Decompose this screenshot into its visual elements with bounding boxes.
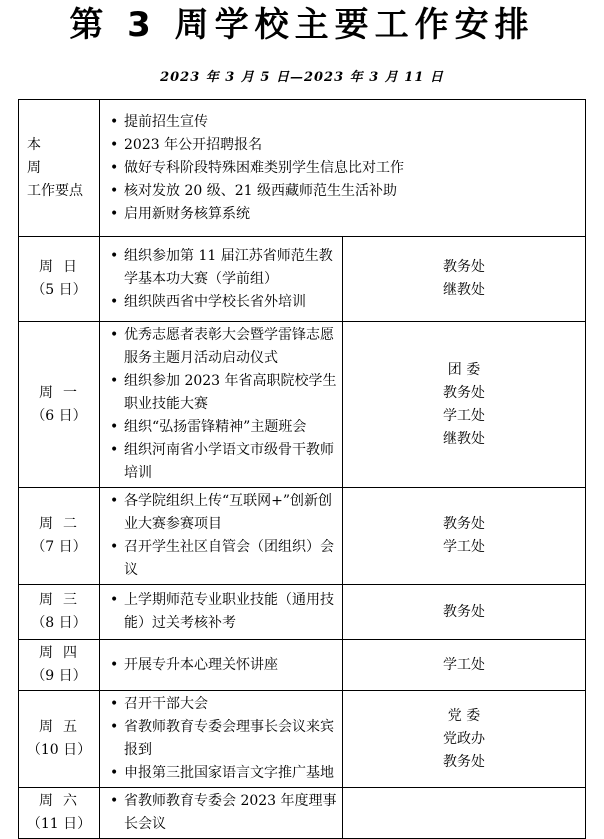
- list-item: • 启用新财务核算系统: [110, 203, 581, 226]
- day-items: [110, 324, 338, 485]
- day-items: [110, 490, 338, 582]
- day-items-cell: [100, 237, 343, 322]
- day-date: （5 日）: [31, 282, 87, 298]
- day-date: （11 日）: [26, 816, 92, 832]
- day-label-cell: [19, 585, 100, 640]
- day-label-cell: [19, 488, 100, 585]
- list-item: • 提前招生宣传: [110, 111, 581, 134]
- day-items: [110, 654, 338, 677]
- day-name: 周六: [39, 793, 87, 809]
- list-item: • 优秀志愿者表彰大会暨学雷锋志愿服务主题月活动启动仪式: [110, 324, 338, 370]
- day-row: [19, 585, 586, 640]
- department-name: 团 委: [447, 361, 481, 378]
- list-item: • 组织参加第 11 届江苏省师范生教学基本功大赛（学前组）: [110, 245, 338, 291]
- list-item: • 省教师教育专委会 2023 年度理事长会议: [110, 790, 338, 836]
- list-item: • 申报第三批国家语言文字推广基地: [110, 762, 338, 785]
- day-date: （9 日）: [31, 668, 87, 684]
- day-date: （8 日）: [31, 615, 87, 631]
- list-item: • 召开学生社区自管会（团组织）会议: [110, 536, 338, 582]
- department-name: 教务处: [443, 384, 485, 401]
- day-row: [19, 788, 586, 839]
- week-focus-items-cell: [100, 100, 586, 237]
- day-items: [110, 589, 338, 635]
- day-row: [19, 237, 586, 322]
- list-item: • 2023 年公开招聘报名: [110, 134, 581, 157]
- list-item: • 开展专升本心理关怀讲座: [110, 654, 338, 677]
- day-items-cell: [100, 488, 343, 585]
- department-name: 教务处: [443, 259, 485, 275]
- day-name: 周日: [39, 259, 87, 275]
- department-cell: [343, 691, 586, 788]
- list-item: • 组织河南省小学语文市级骨干教师培训: [110, 439, 338, 485]
- day-items: [110, 693, 338, 785]
- day-items-cell: [100, 322, 343, 488]
- day-label-cell: [19, 640, 100, 691]
- page-title: 第 3 周学校主要工作安排: [69, 5, 535, 45]
- day-date: （6 日）: [31, 407, 87, 424]
- list-item: • 做好专科阶段特殊困难类别学生信息比对工作: [110, 157, 581, 180]
- department-name: 教务处: [443, 753, 485, 770]
- department-name: 党 委: [447, 707, 481, 724]
- department-cell: [343, 237, 586, 322]
- list-item: • 组织陕西省中学校长省外培训: [110, 291, 338, 314]
- day-row: [19, 640, 586, 691]
- schedule-table: [18, 99, 586, 839]
- day-label-cell: [19, 237, 100, 322]
- day-row: [19, 488, 586, 585]
- department-name: 学工处: [443, 656, 485, 673]
- day-items-cell: [100, 585, 343, 640]
- department-name: 继教处: [443, 282, 485, 298]
- department-cell: [343, 488, 586, 585]
- day-label-cell: [19, 322, 100, 488]
- list-item: • 核对发放 20 级、21 级西藏师范生生活补助: [110, 180, 581, 203]
- department-name: 教务处: [443, 516, 485, 532]
- week-focus-label-line1: 本 周: [27, 136, 69, 176]
- week-focus-items: [110, 111, 581, 226]
- day-name: 周四: [39, 645, 87, 661]
- week-focus-label-line2: 工作要点: [27, 182, 83, 199]
- date-range: 2023 年 3 月 5 日—2023 年 3 月 11 日: [160, 70, 444, 85]
- day-date: （10 日）: [26, 742, 92, 758]
- day-items-cell: [100, 788, 343, 839]
- day-items: [110, 245, 338, 314]
- department-name: 继教处: [443, 430, 485, 447]
- day-row: [19, 691, 586, 788]
- day-items-cell: [100, 691, 343, 788]
- week-focus-label-cell: [19, 100, 100, 237]
- department-name: 学工处: [443, 539, 485, 555]
- department-cell: [343, 322, 586, 488]
- day-name: 周五: [39, 719, 87, 735]
- day-items-cell: [100, 640, 343, 691]
- day-row: [19, 322, 586, 488]
- department-cell: [343, 585, 586, 640]
- department-cell: [343, 788, 586, 839]
- department-name: 党政办: [443, 730, 485, 747]
- day-items: [110, 790, 338, 836]
- list-item: • 组织“弘扬雷锋精神”主题班会: [110, 416, 338, 439]
- list-item: • 各学院组织上传“互联网+”创新创业大赛参赛项目: [110, 490, 338, 536]
- week-focus-row: [19, 100, 586, 237]
- day-name: 周二: [39, 516, 87, 532]
- list-item: • 召开干部大会: [110, 693, 338, 716]
- department-cell: [343, 640, 586, 691]
- day-date: （7 日）: [31, 539, 87, 555]
- department-name: 学工处: [443, 407, 485, 424]
- day-name: 周三: [39, 592, 87, 608]
- list-item: • 上学期师范专业职业技能（通用技能）过关考核补考: [110, 589, 338, 635]
- day-name: 周一: [39, 384, 87, 401]
- day-label-cell: [19, 788, 100, 839]
- schedule-body: [19, 100, 586, 839]
- department-name: 教务处: [443, 603, 485, 620]
- list-item: • 组织参加 2023 年省高职院校学生职业技能大赛: [110, 370, 338, 416]
- day-label-cell: [19, 691, 100, 788]
- list-item: • 省教师教育专委会理事长会议来宾报到: [110, 716, 338, 762]
